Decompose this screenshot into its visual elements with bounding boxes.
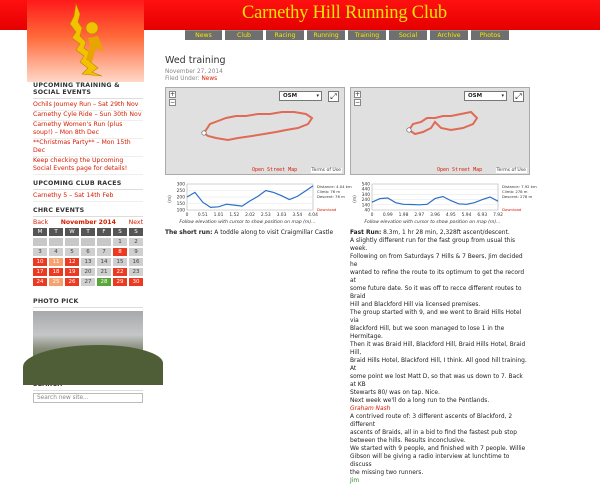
fast-run-line: the missing two runners. [350, 470, 424, 476]
fast-run-line: Next week we'll do a long run to the Pentlands. [350, 398, 490, 404]
calendar-day[interactable]: 12 [65, 258, 79, 266]
elevation-download-link[interactable]: Download [502, 207, 522, 212]
calendar-day[interactable]: 18 [49, 268, 63, 276]
photo-pick-image[interactable] [33, 311, 143, 371]
y-tick-label: 300 [176, 182, 185, 188]
map-layer-select[interactable]: OSM ▾ [279, 91, 322, 101]
calendar-next-link[interactable]: Next [128, 219, 143, 226]
short-run-text [165, 229, 345, 237]
x-tick-label: 1.52 [229, 213, 240, 218]
elevation-stat: Climb: 278 m [502, 189, 528, 194]
plot-area [372, 184, 498, 210]
calendar-day: 2 [129, 238, 143, 246]
calendar-day[interactable]: 17 [33, 268, 47, 276]
x-tick-label: 3.96 [430, 213, 440, 218]
elevation-caption: Follow elevation with cursor to show position on map (m)... [364, 220, 501, 225]
y-tick-label: 440 [361, 187, 370, 193]
calendar-day[interactable]: 30 [129, 278, 143, 286]
elevation-stat: Distance: 4.04 km [317, 184, 352, 189]
fast-run-line: Following on from Saturdays 7 Hills & 7 Beers, Jim decided he [350, 254, 523, 268]
calendar-day: 5 [65, 248, 79, 256]
map-zoom-controls[interactable] [169, 91, 176, 107]
fullscreen-icon[interactable]: ⤢ [328, 91, 339, 102]
elevation-caption: Follow elevation with cursor to show position on map (m)... [179, 220, 316, 225]
fast-run-text [350, 229, 530, 485]
zoom-in-icon[interactable]: + [355, 91, 361, 98]
route-track [166, 88, 346, 176]
elevation-stat: Descent: 76 m [317, 194, 345, 199]
site-title[interactable]: Carnethy Hill Running Club [242, 3, 447, 23]
map-terms-link[interactable]: Terms of Use [496, 168, 526, 173]
nav-training[interactable]: Training [348, 30, 386, 40]
calendar-day[interactable]: 10 [33, 258, 47, 266]
elevation-stat: Climb: 76 m [317, 189, 341, 194]
fast-run-line: some point we lost Matt D, so that was us down to 7. Back at KB [350, 374, 523, 388]
short-run-label: The short run: [165, 230, 213, 236]
elevation-chart-fast[interactable] [350, 180, 537, 228]
map-credit[interactable]: Open Street Map [437, 167, 483, 173]
y-tick-label: 540 [361, 182, 370, 188]
zoom-out-icon[interactable]: − [355, 99, 361, 106]
nav-racing[interactable]: Racing [266, 30, 304, 40]
calendar-back-link[interactable]: Back [33, 219, 49, 226]
x-tick-label: 1.98 [398, 213, 409, 218]
training-link[interactable]: Keep checking the Upcoming Social Events page for details! [33, 157, 143, 175]
calendar-day[interactable]: 22 [113, 268, 127, 276]
route-map-short[interactable] [165, 87, 345, 175]
y-axis-label: (m) [353, 195, 358, 203]
map-layer-select[interactable]: OSM ▾ [464, 91, 507, 101]
calendar-day: 3 [33, 248, 47, 256]
elevation-chart-short[interactable] [165, 180, 352, 228]
calendar-empty-cell [33, 238, 47, 246]
calendar-day[interactable]: 11 [49, 258, 63, 266]
runner-logo-icon[interactable] [62, 2, 110, 78]
fast-run-line: Hill and Blackford Hill via licensed premises. [350, 302, 481, 308]
fast-run-line: ascents of Braids, all in a bid to find the fastest pub stop [350, 430, 517, 436]
calendar-day-header: S [129, 228, 143, 236]
x-tick-label: 1.01 [213, 213, 224, 218]
calendar-empty-cell [97, 238, 111, 246]
short-run-body: A toddle along to visit Craigmillar Castle [212, 230, 334, 236]
main-nav [185, 30, 512, 40]
x-tick-label: 4.04 [308, 213, 318, 218]
calendar-empty-cell [49, 238, 63, 246]
calendar-day: 9 [129, 248, 143, 256]
elevation-stat: Descent: 278 m [502, 194, 533, 199]
calendar-day: 14 [97, 258, 111, 266]
calendar-day: 23 [129, 268, 143, 276]
calendar-empty-cell [81, 238, 95, 246]
y-tick-label: 100 [176, 208, 185, 214]
x-tick-label: 5.94 [461, 213, 472, 218]
calendar-day: 21 [97, 268, 111, 276]
calendar-day: 20 [81, 268, 95, 276]
calendar-grid [33, 228, 143, 286]
post-category-link[interactable]: News [201, 76, 218, 82]
calendar-day: 4 [49, 248, 63, 256]
calendar-day: 13 [81, 258, 95, 266]
training-heading: UPCOMING TRAINING & SOCIAL EVENTS [33, 82, 143, 99]
chevron-down-icon: ▾ [501, 93, 504, 99]
post-title[interactable]: Wed training [165, 55, 226, 66]
calendar-day-header: S [113, 228, 127, 236]
nav-club[interactable]: Club [225, 30, 263, 40]
fast-run-line: Gibson will be giving a radio interview at lunchtime to discuss [350, 454, 510, 468]
calendar-day: 15 [113, 258, 127, 266]
sidebar [33, 82, 143, 403]
calendar-day[interactable]: 19 [65, 268, 79, 276]
calendar-empty-cell [65, 238, 79, 246]
nav-archive[interactable]: Archive [430, 30, 468, 40]
author-graham[interactable]: Graham Nash [350, 406, 391, 412]
elevation-plot [350, 180, 537, 220]
x-tick-label: 0 [370, 213, 374, 218]
calendar-day: 27 [81, 278, 95, 286]
x-tick-label: 0 [185, 213, 189, 218]
calendar-day: 6 [81, 248, 95, 256]
x-tick-label: 3.03 [276, 213, 287, 218]
map-zoom-controls[interactable] [354, 91, 361, 107]
x-tick-label: 6.93 [477, 213, 488, 218]
y-tick-label: 40 [364, 208, 370, 214]
y-tick-label: 150 [176, 202, 185, 207]
photo-hill [23, 345, 163, 385]
fast-run-line: Braid Hills Hotel, Blackford Hill, I think. All good hill training. At [350, 358, 527, 372]
route-track [351, 88, 531, 176]
fast-run-line: We started with 9 people, and finished with 7 people. Willie [350, 446, 526, 452]
elevation-stat: Distance: 7.92 km [502, 184, 537, 189]
map-credit[interactable]: Open Street Map [252, 167, 298, 173]
fast-run-line: some future date. So it was off to recce different routes to Braid [350, 286, 522, 300]
fast-run-line: Stewarts 80/ was on tap. Nice. [350, 390, 440, 396]
y-tick-label: 240 [361, 198, 370, 204]
calendar-day[interactable]: 8 [113, 248, 127, 256]
fullscreen-icon[interactable]: ⤢ [513, 91, 524, 102]
x-tick-label: 4.95 [445, 213, 456, 218]
fast-run-line: Then it was Braid Hill, Blackford Hill, Braid Hills Hotel, Braid Hill, [350, 342, 526, 356]
post-meta [165, 69, 223, 83]
fast-run-line: A contrived route of: 3 different ascents of Blackford, 2 different [350, 414, 513, 428]
fast-run-label: Fast Run: [350, 230, 382, 236]
author-jim[interactable]: Jim [350, 478, 360, 484]
calendar-nav [33, 219, 143, 227]
photo-heading: PHOTO PICK [33, 298, 143, 308]
nav-news[interactable]: News [185, 30, 222, 40]
post-date: November 27, 2014 [165, 69, 223, 75]
fast-run-line: The group started with 9, and we went to Braid Hills Hotel via [350, 310, 522, 324]
calendar-day-header: T [49, 228, 63, 236]
fast-run-line: Blackford Hill, but we soon managed to lose 1 in the Hermitage. [350, 326, 505, 340]
x-tick-label: 0.99 [382, 213, 393, 218]
calendar-day-header: F [97, 228, 111, 236]
chevron-down-icon: ▾ [316, 93, 319, 99]
zoom-out-icon[interactable]: − [170, 99, 176, 106]
calendar-month: November 2014 [60, 219, 116, 226]
nav-photos[interactable]: Photos [471, 30, 509, 40]
y-axis-label: (m) [168, 195, 173, 203]
training-link[interactable]: Carnethy Cyle Ride – Sun 30th Nov [33, 111, 143, 121]
elevation-download-link[interactable]: Download [317, 207, 337, 212]
y-tick-label: 250 [176, 189, 185, 194]
calendar-day-header: T [81, 228, 95, 236]
map-terms-link[interactable]: Terms of Use [311, 168, 341, 173]
elevation-plot [165, 180, 352, 220]
calendar-day[interactable]: 26 [65, 278, 79, 286]
nav-running[interactable]: Running [307, 30, 345, 40]
training-link[interactable]: **Christmas Party** – Mon 15th Dec [33, 139, 143, 157]
chrc-heading: CHRC EVENTS [33, 207, 143, 217]
nav-social[interactable]: Social [389, 30, 427, 40]
calendar-day-header: M [33, 228, 47, 236]
races-heading: UPCOMING CLUB RACES [33, 180, 143, 190]
filed-label: Filed Under: [165, 76, 202, 82]
x-tick-label: 2.53 [260, 213, 271, 218]
calendar-day: 7 [97, 248, 111, 256]
fast-run-line: wanted to refine the route to its optimum to get the record at [350, 270, 525, 284]
y-tick-label: 200 [176, 195, 185, 201]
y-tick-label: 340 [361, 192, 370, 198]
calendar-day: 16 [129, 258, 143, 266]
y-tick-label: 140 [361, 203, 370, 209]
training-link[interactable]: Ochils Journey Run – Sat 29th Nov [33, 101, 143, 111]
calendar-day[interactable]: 24 [33, 278, 47, 286]
x-tick-label: 2.97 [414, 213, 425, 218]
x-tick-label: 0.51 [197, 213, 208, 218]
x-tick-label: 3.54 [292, 213, 303, 218]
x-tick-label: 7.92 [493, 213, 503, 218]
fast-run-line: 8.3m, 1 hr 28 min, 2,328ft ascent/descent. [381, 230, 510, 236]
fast-run-line: A slightly different run for the fast group from usual this week. [350, 238, 516, 252]
calendar-day: 1 [113, 238, 127, 246]
search-input[interactable]: Search new site... [33, 393, 143, 403]
calendar-day[interactable]: 25 [49, 278, 63, 286]
zoom-in-icon[interactable]: + [170, 91, 176, 98]
training-link[interactable]: Carnethy Women's Run (plus soup!) – Mon 8th Dec [33, 121, 143, 139]
race-link[interactable]: Carnethy 5 – Sat 14th Feb [33, 192, 143, 202]
calendar-day[interactable]: 28 [97, 278, 111, 286]
calendar-day[interactable]: 29 [113, 278, 127, 286]
route-map-fast[interactable] [350, 87, 530, 175]
fast-run-line: between the hills. Results inconclusive. [350, 438, 466, 444]
x-tick-label: 2.02 [245, 213, 255, 218]
calendar-day-header: W [65, 228, 79, 236]
